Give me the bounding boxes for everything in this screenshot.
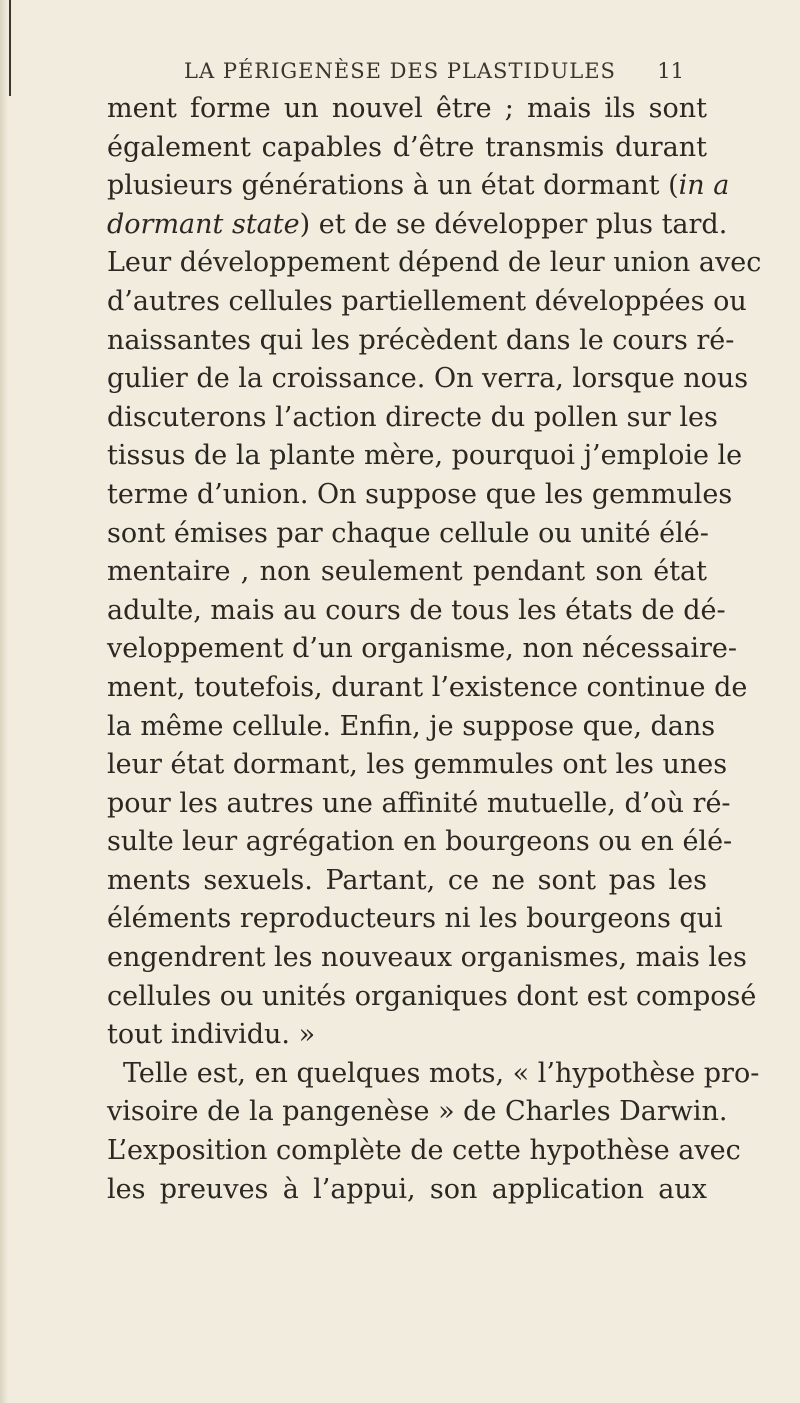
text-line: L’exposition complète de cette hypothèse avec [107,1135,741,1167]
text-segment: ) et de se développer plus tard. [299,208,728,240]
text-line: Telle est, en quelques mots, « l’hypothèse pro- [123,1057,760,1089]
text-line: pour les autres une affinité mutuelle, d’où ré- [107,787,731,819]
body-text [107,90,762,1209]
text-line: Leur développement dépend de leur union avec [107,247,762,279]
page-number: 11 [657,59,684,83]
text-line: sont émises par chaque cellule ou unité élé- [107,517,709,549]
text-line: cellules ou unités organiques dont est composé [107,980,757,1012]
text-line: tout individu. » [107,1019,316,1051]
text-line: naissantes qui les précèdent dans le cours ré- [107,324,735,356]
running-head: LA PÉRIGENÈSE DES PLASTIDULES [184,59,616,83]
text-line: sulte leur agrégation en bourgeons ou en élé- [107,826,733,858]
text-line: veloppement d’un organisme, non nécessaire- [107,633,738,665]
text-line: ment, toutefois, durant l’existence continue de [107,671,748,703]
page-edge [0,0,8,1403]
text-line: d’autres cellules partiellement développées ou [107,285,747,317]
text-line: également capables d’être transmis durant [107,131,707,163]
text-line: engendrent les nouveaux organismes, mais les [107,942,747,974]
text-line: gulier de la croissance. On verra, lorsque nous [107,363,749,395]
text-line: ments sexuels. Partant, ce ne sont pas les [107,864,707,896]
text-line: ment forme un nouvel être ; mais ils sont [107,93,707,124]
text-line: éléments reproducteurs ni les bourgeons qui [107,903,723,935]
text-line: adulte, mais au cours de tous les états de dé- [107,594,726,626]
text-line: visoire de la pangenèse » de Charles Darwin. [107,1096,728,1128]
text-line: discuterons l’action directe du pollen sur les [107,401,718,433]
text-line: la même cellule. Enfin, je suppose que, dans [107,710,716,742]
text-line: les preuves à l’appui, son application aux [107,1173,707,1205]
text-line [107,167,730,206]
text-line: tissus de la plante mère, pourquoi j’emploie le [107,440,743,472]
text-line [107,206,728,245]
text-line: mentaire , non seulement pendant son état [107,556,707,588]
text-line: leur état dormant, les gemmules ont les unes [107,749,728,781]
italic-phrase: in a [678,170,730,202]
margin-rule [9,0,11,96]
text-line: terme d’union. On suppose que les gemmules [107,478,733,510]
text-segment: plusieurs générations à un état dormant ( [107,170,679,202]
italic-phrase: dormant state [107,208,300,240]
